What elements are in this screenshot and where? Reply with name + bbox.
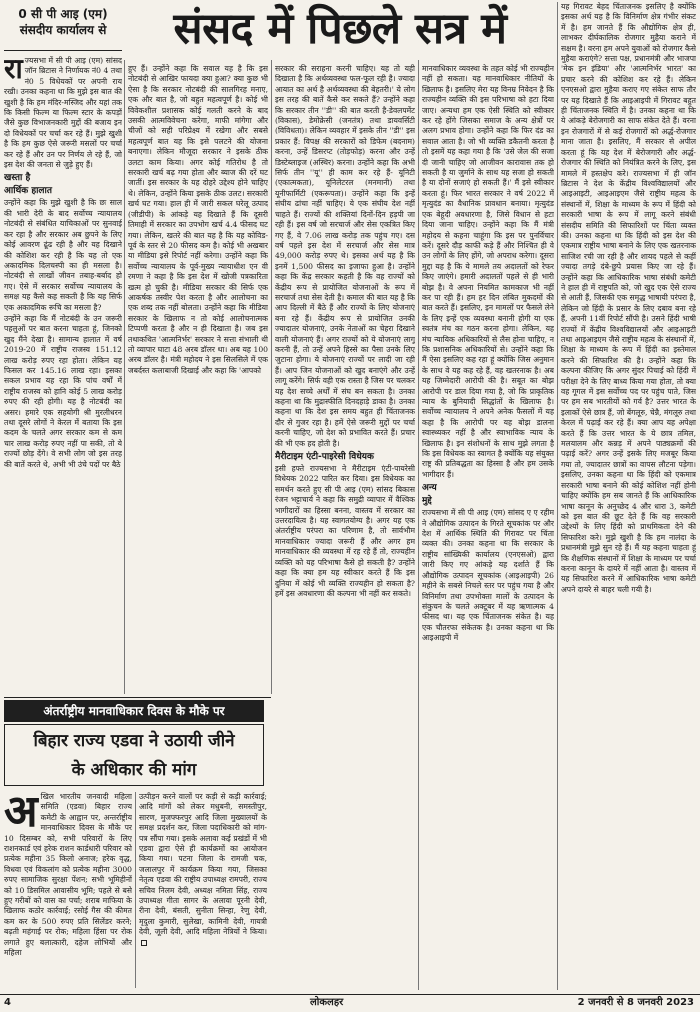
article-column-1	[4, 56, 122, 696]
column-divider	[271, 60, 272, 694]
divider	[4, 697, 271, 698]
page-number: 4	[4, 997, 11, 1008]
section-label-line2: संसदीय कार्यालय से	[19, 23, 107, 37]
article-column-3	[275, 64, 415, 984]
publication-name: लोकलहर	[310, 997, 344, 1008]
footer-rule	[0, 994, 700, 995]
page-footer	[0, 996, 700, 1012]
paragraph: सरकार की सराहना करनी चाहिए। यह तो यही दिखाता है कि अर्थव्यवस्था फल-फूल रही है। ज्यादा आयात का अर्थ है अर्थव्यवस्था की बेहतरी।' ये लोग इस तरह की बातें कैसे कर सकते हैं? उन्होंने कहा कि सरकार तीन ''डी'' की बात करती है-डेवलपमेंट (विकास), डेमोक्रेसी (जनतंत्र) तथा डायवर्सिटी (विविधता)। लेकिन व्यवहार में इसके तीन ''डी'' इस प्रकार हैं: विपक्ष की सरकारों को डिफेम (बदनाम) करना, उन्हें डिसरप्ट (तोड़फोड़) करना और उन्हें डिस्टेब्लाइज (अस्थिर) करना। उन्होंने कहा कि अभी सिर्फ तीन ''यू'' ही काम कर रहे हैं- यूनिटी (एकात्मकता), यूनिलेटरल (मनमानी) तथा यूनीफार्मिटी (एकरूपता)। उन्होंने कहा कि इन्हें संघीय ढांचा नहीं चाहिए। ये एक संघीय देश नहीं चाहते हैं। राज्यों की शक्तियां दिनों-दिन हड़पी जा रही हैं। इस वर्ष जो सरचार्ज और सेस एकत्रित किए गए हैं, वे 7.06 लाख करोड़ तक पहुंच गए। दस वर्ष पहले इस देश में सरचार्ज और सेस मात्र 49,000 करोड़ रुपए थे। इसका अर्थ यह है कि इनमें 1,500 फीसद का इजाफा हुआ है। उन्होंने कहा कि केंद्र सरकार कहती है कि वह राज्यों को केंद्रीय रूप से प्रायोजित योजनाओं के रूप में सरचार्ज तथा सेस देती है। कमाल की बात यह है कि आप दिल्ली में बैठे हैं और राज्यों के लिए योजनाएं बना रहे हैं। केंद्रीय रूप से प्रायोजित उनकी ज्यादातर योजनाएं, उनके नेताओं का चेहरा दिखाने वाली योजनाएं हैं। अगर राज्यों को ये योजनाएं लागू करनी हैं, तो उन्हें अपने हिस्से का पैसा उनके लिए जुटाना होगा। ये योजनाएं राज्यों पर लादी जा रही हैं। आप जिन योजनाओं को खुद बनाएंगे और उन्हें लागू करेंगे। सिर्फ वही एक रास्ता है जिस पर चलकर यह देश सच्चे अर्थों में संघ बन सकता है। उनका कहना था कि मुद्रास्फीति दिनदहाड़े डाका है। उनका कहना था कि देश इस समय बहुत ही चिंताजनक दौर से गुजर रहा है। हमें ऐसे जरूरी मुद्दों पर चर्चा करनी चाहिए, जो देश को प्रभावित करते हैं। प्रचार की भी एक हद होती है।	[275, 64, 415, 448]
subheading: आर्थिक हालात	[4, 186, 52, 197]
subheading: अन्य	[422, 483, 437, 494]
paragraph: उन्होंने कहा कि मैं नोटबंदी के उन जरूरी पहलुओं पर बात करना चाहता हूं, जिनको खुद मैंने देखा है। सामान्य हालात में वर्ष 2019-20 में राष्ट्रीय राजस्व 151.12 लाख करोड़ रुपए रहा होता। लेकिन यह फिसल कर 145.16 लाख रहा। इसका सकल प्रभाव यह रहा कि पांच वर्षों में राष्ट्रीय राजस्व को हानि कोई 5 लाख करोड़ रुपए की रही होगी। यह है नोटबंदी का असर। हमारे एक सहयोगी श्री मुरलीधरन तथा दूसरे लोगों ने केरल में बताया कि इस कदम के चलते अगर सरकार कम से कम चार लाख करोड़ रुपए नहीं पा सकी, तो ये राज्यों छोड़ देंगे। वे सभी लोग जो इस तरह की बातें करते थे, अभी भी उंचे पदों पर बैठे	[4, 313, 122, 469]
paragraph: खिल भारतीय जनवादी महिला समिति (एडवा) बिहार राज्य कमेटी के आह्वान पर, अन्तर्राष्ट्रीय मानवाधिकार दिवस के मौके पर 10 दिसम्बर को, सभी परिवारों के लिए राशनकार्ड एवं हरेक राशन कार्डधारी परिवार को प्रत्येक महीना 35 किलो अनाज; हरेक वृद्ध, विधवा एवं विकलांग को प्रत्येक महीना 3000 रुपए सामाजिक सुरक्षा पेंशन; सभी भूमिहीनों को 10 डिसमिल आवासीय भूमि; पहले से बसे हुए गरीबों को वास का पर्चा; शराब माफिया के खिलाफ कठोर कार्रवाई; रसोई गैस की कीमत कम कर के 500 रुपए प्रति सिलेंडर करने; बढ़ती महंगाई पर रोक; महिला हिंसा पर रोक लगाते हुए बलात्कारी, दहेज लोभियों और महिला	[4, 792, 132, 958]
paragraph: उत्पीड़न करने वालों पर कड़ी से कड़ी कार्रवाई; आदि मांगों को लेकर मधुबनी, समस्तीपुर, सारण, मुजफ्फरपुर आदि जिला मुख्यालयों के समक्ष प्रदर्शन कर, जिला पदाधिकारी को मांग-पत्र सौंपा गया। इसके अलावा कई प्रखंडों में भी एडवा द्वारा ऐसे ही कार्यक्रमों का आयोजन किया गया। पटना जिला के रामजी चक, जलालपुर में कार्यक्रम किया गया, जिसका नेतृत्व एडवा की राष्ट्रीय उपाध्यक्ष रामपरी, राज्य सचिव निलम देवी, अध्यक्ष नमिता सिंह, राज्य उपाध्यक्ष गीता सागर के अलावा पूरनी देवी, रीना देवी, बंसती, सुनीता सिन्हा, रेणु देवी, मृदुला कुमारी, सुलेखा, कामिनी देवी, गायत्री देवी, जूली देवी, आदि महिला नेत्रियों ने किया।	[139, 792, 267, 937]
article-column-2	[128, 64, 268, 696]
paragraph: हुए हैं। उन्होंने कहा कि सवाल यह है कि इस नोटबंदी से आखिर फायदा क्या हुआ? क्या कुछ भी ऐसा है कि सरकार नोटबंदी की सालगिरह मनाए, एक और बात है, जो बहुत महत्वपूर्ण है। कोई भी विवेकशील प्रशासक कोई गलती करने के बाद उसकी आत्मविवेचना करेगा, माफी मांगेगा और चीजों को सही परिप्रेक्ष्य में रखेगा और सबसे महत्वपूर्ण बात यह कि इसे पलटने की योजना बनाएगा। लेकिन मौजूदा सरकार ने इसके ठीक उलटा काम किया। अगर कोई गतिरोध है तो सरकारी खर्च बढ़ गया होता और ब्याज की दरें घट जातीं। इस सरकार के यह दोहरे उद्देश्य होने चाहिए थे। लेकिन, उन्होंने किया इसके ठीक उलट। सरकारी खर्च घट गया। हाल ही में जारी सकल घरेलू उत्पाद (जीडीपी) के आंकड़े यह दिखाते हैं कि दूसरी तिमाही में सरकार का उपभोग खर्च 4.4 फीसद घट गया। लेकिन, खतरे की बात यह है कि यह कोविड-पूर्व के स्तर से 20 फीसद कम है। कोई भी अखबार या मीडिया इसे रिपोर्ट नहीं करेगा। उन्होंने कहा कि सर्वोच्च न्यायालय के पूर्व-मुख्य न्यायाधीश एन वी रमणा ने कहा है कि इस देश में खोजी पत्रकारिता खत्म हो चुकी है। मीडिया सरकार की सिर्फ एक आकर्षक तस्वीर पेश करता है और आलोचना का एक शब्द तक नहीं बोलता। उन्होंने कहा कि मीडिया सरकार के खिलाफ न तो कोई आलोचनात्मक टिप्पणी करता है और न ही दिखाता है। जब इस तथाकथित 'आत्मनिर्भर' सरकार ने सत्ता संभाली थी तो व्यापार घाटा 48 अरब डॉलर था। अब यह 100 अरब डॉलर है। मंत्री महोदय ने इस सिलसिले में एक जबर्दस्त कलाबाजी दिखाई और कहा कि 'आपको	[128, 64, 268, 375]
end-mark-icon	[141, 940, 147, 946]
paragraph: राज्यसभा में सी पी आइ (एम) सांसद ए ए रहीम ने औद्योगिक उत्पादन के गिरते सूचकांक पर और देश में आर्थिक स्थिति की गिरावट पर चिंता व्यक्त की। उनका कहना था कि सरकार के राष्ट्रीय सांख्यिकी कार्यालय (एनएसओ) द्वारा जारी किए गए आंकड़े यह दर्शाते हैं कि औद्योगिक उत्पादन सूचकांक (आइआइपी) 26 महीने के सबसे निचले स्तर पर पहुंच गया है और विनिर्माण तथा उपभोक्ता मालों के उत्पादन के संकुचन के चलते अक्टूबर में यह ऋणात्मक 4 फीसद था। यह एक चिंताजनक संकेत है। यह एक चौतरफा संकेतक है। उनका कहना था कि आइआइपी में	[422, 508, 554, 643]
box-headline-line2: के अधिकार की मांग	[71, 760, 197, 780]
column-divider	[124, 60, 125, 694]
subheading: खस्ता है	[4, 173, 31, 184]
column-divider	[557, 2, 558, 990]
box-headline	[4, 724, 264, 786]
paragraph: यह गिरावट बेहद चिंताजनक इसलिए है क्योंकि इसका अर्थ यह है कि विनिर्माण क्षेत्र गंभीर संकट में है। हम जानते हैं कि औद्योगिक क्षेत्र ही, लाभकर दीर्घकालिक रोजगार मुहैया कराने में सक्षम है। वरना हम अपने युवाओं को रोजगार कैसे मुहैया कराएंगे? सत्ता पक्ष, प्रधानमंत्री और भाजपा 'मेक इन इंडिया' और 'आत्मनिर्भर भारत' का प्रचार करने की कोशिश कर रहे हैं। लेकिन एनएसओ द्वारा मुहैया कराए गए संकेत साफ तौर पर यह दिखाते हैं कि आइआइपी में गिरावट बहुत ही चिंताजनक स्थिति में है। उनका कहना था कि ये आंकड़े बेरोजगारी का साफ संकेत देते हैं। वरना इन रोजगारों में से कई रोजगारों को अर्द्ध-रोजगार माना जाता है। इसलिए, मैं सरकार से अपील करता हूं कि यह देश में बेरोजगारी और अर्द्ध-रोजगार की स्थिति को नियंत्रित करने के लिए, इस मामले में हस्तक्षेप करे। राज्यसभा में ही जॉन ब्रिटास ने देश के केंद्रीय विश्वविद्यालयों और आइआइटी, आइआइएम जैसे राष्ट्रीय महत्व के संस्थानों में, शिक्षा के माध्यम के रूप में हिंदी को सरकारी भाषा के रूप में लागू करने संबंधी संसदीय समिति की सिफारिशों पर चिंता व्यक्त की। उनका कहना था कि हिंदी को इस देश की एकमात्र राष्ट्रीय भाषा बनाने के लिए एक खतरनाक साजिश रची जा रही है और शायद पहले से कहीं ज्यादा तगड़े दंबे-छुपे प्रयास किए जा रहे हैं। उन्होंने कहा कि आधिकारिक भाषा संबंधी कमेटी ने हाल ही में राष्ट्रपति को, जो खुद एक ऐसे राज्य से आती हैं, जिसकी एक समृद्ध भाषायी परंपरा है, लेकिन जो हिंदी के प्रसार के लिए दबाव बना रहे हैं, अपनी 11वीं रिपोर्ट सौंपी है। उसने हिंदी भाषी राज्यों में केंद्रीय विश्वविद्यालयों और आइआइटी तथा आइआइएम जैसे राष्ट्रीय महत्व के संस्थानों में, शिक्षा के माध्यम के रूप में हिंदी का इस्तेमाल करने की सिफारिश की है। उन्होंने कहा कि कल्पना कीजिए कि अगर सुंदर पिचाई को हिंदी में परीक्षा देने के लिए बाध्य किया गया होता, तो क्या वह गूगल में इस सर्वोच्च पद पर पहुंच पाते, जिस पर हम सब भारतीयों को गर्व है? उत्तर भारत के इलाकों ऐसे छात्र हैं, जो बेंगलूरु, चेन्नै, मंगलूरु तथा केरल में पढ़ाई कर रहे हैं। क्या आप यह अपेक्षा करते हैं कि उत्तर भारत के ये छात्र तमिल, मलयालम और कन्नड़ में अपने पाठ्यक्रमों की पढ़ाई करें? अगर उन्हें इसके लिए मजबूर किया गया तो, ज्यादातर छात्रों का वापस लौटना पड़ेगा। इसलिए, उनका कहना था कि हिंदी को एकमात्र सरकारी भाषा बनाने की कोई कोशिश नहीं होनी चाहिए क्योंकि हम सब जानते हैं कि आधिकारिक भाषा कानून के अनुच्छेद 4 और धारा 3, कमेटी को इस बात की छूट देते हैं कि वह सरकारी उद्देश्यों के लिए हिंदी को प्राथमिकता देने की सिफारिश करे। मुझे खुशी है कि हम नालंदा के प्रधानमंत्री मुझे सुन रहे हैं। मैं यह कहना चाहता हूं कि शैक्षणिक संस्थानों में शिक्षा के माध्यम पर चर्चा करना कानून के दायरे में नहीं आता है। वास्तव में यह सिफारिश करने में आधिकारिक भाषा कमेटी अपने दायरे से बाहर चली गयी है।	[561, 2, 696, 594]
section-label-line1: 0 सी पी आइ (एम)	[18, 7, 108, 21]
section-label	[4, 2, 122, 48]
paragraph: ज्यसभा में सी पी आइ (एम) सांसद जॉन ब्रिटास ने निर्णायक नं0 4 तथा नं0 5 विधेयकों पर अपनी राय रखी। उनका कहना था कि मुझे इस बात की खुशी है कि हम मंदिर-मस्जिद और यहां तक कि किसी फिल्म या फिल्म स्टार के कपड़ों जैसे कुछ विभाजनकारी मुद्दों की बजाय इन दो विधेयकों पर चर्चा कर रहे हैं। मुझे खुशी है कि हम कुछ ऐसे जरूरी मसलों पर चर्चा कर रहे हैं और उन पर निर्णय ले रहे हैं, जो इस देश की जनता से जुड़े हुए हैं।	[4, 56, 122, 170]
box-column-a	[4, 792, 132, 990]
box-column-b	[139, 792, 267, 990]
divider	[4, 50, 122, 51]
subheading: मैरीटाइम एंटी-पाइरेसी विधेयक	[275, 452, 374, 463]
column-divider	[418, 60, 419, 990]
article-column-5	[561, 2, 696, 992]
column-divider	[135, 792, 136, 988]
subheading: मुद्दे	[422, 496, 432, 507]
dropcap: रा	[4, 56, 23, 85]
article-column-4	[422, 64, 554, 984]
paragraph: मानवाधिकार व्यवस्था के तहत कोई भी राज्यहीन नहीं हो सकता। यह मानवाधिकार नीतियों के खिलाफ है। इसलिए मेरा यह विनम्र निवेदन है कि राज्यहीन व्यक्ति की इस परिभाषा को हटा दिया जाए। अन्यथा हम एक ऐसी स्थिति को स्वीकार कर रहे होंगे जिसका समाज के अन्य क्षेत्रों पर अलग प्रभाव होगा। उन्होंने कहा कि फिर दंड का सवाल आता है। जो भी व्यक्ति डकैतनी करता है तो इसमें यह कहा गया है कि 'उसे जेल की सजा दी जानी चाहिए जो आजीवन कारावास तक हो सकती है या जुर्माने के साथ यह सजा हो सकती है या दोनों सजाएं हो सकती हैं।' मैं इसे स्वीकार करता हूं। फिर भारत सरकार ने वर्ष 2022 में मृत्युदंड का वैधानिक प्रावधान बनाया। मृत्युदंड एक बेहूदी अवधारणा है, जिसे विधान से हटा दिया जाना चाहिए। उन्होंने कहा कि मैं मंत्री महोदय से कहना चाहूंगा कि इस पर पुनर्विचार करें। दूसरे दौड़ काफी कड़े हैं और निश्चित ही वे उन लोगों के लिए होंगे, जो अपराध करेगा। दूसरा मुद्दा यह है कि ये मामले तय अदालतों को रेफर किए जाएंगे। हमारी अदालतों पहले से ही भारी बोझ है। वे अपना नियमित कामकाज भी नहीं कर पा रही हैं। हम हर दिन लंबित मुकदमों की बात करते हैं। इसलिए, इन मामलों पर फैसले लेने के लिए इन्हें एक व्यवस्था बनानी होगी या एक स्वतंत्र मंच का गठन करना होगा। लेकिन, यह मंच न्यायिक अधिकारियों से लैस होना चाहिए, न कि प्रशासनिक अधिकारियों से। उन्होंने कहा कि मैं ऐसा इसलिए कह रहा हूं क्योंकि जिस अनुमान के साथ वे यह कह रहे हैं, वह खतरनाक है। अब यह जिम्मेदारी आरोपी की है। सबूत का बोझ आरोपी पर डाल दिया गया है, जो कि प्राकृतिक न्याय के बुनियादी सिद्धांतों के खिलाफ है। सर्वोच्च न्यायालय ने अपने अनेक फैसलों में यह कहा है कि आरोपी पर यह बोझ डालना स्वास्थ्यकर नहीं है और स्वाभाविक न्याय के खिलाफ है। इन संशोधनों के साथ मुझे लगता है कि इस विधेयक का स्वागत है क्योंकि यह संयुक्त राष्ट्र की प्रतिबद्धता का हिस्सा है और हम उसके भागीदार हैं।	[422, 64, 554, 479]
paragraph: इसी हफ्ते राज्यसभा ने मैरीटाइम एंटी-पायरेसी विधेयक 2022 पारित कर दिया। इस विधेयक का समर्थन करते हुए सी पी आइ (एम) सांसद बिकास रंजन भट्टाचार्य ने कहा कि समुद्री व्यापार में वैश्विक भागीदारों का हिस्सा बनना, वास्तव में सरकार का उत्तरदायित्व है। यह स्वागतयोग्य है। अगर यह एक अंतर्राष्ट्रीय परंपरा का परिणाम है, तो सार्वभौम मानवाधिकार ज्यादा जरूरी हैं और अगर हम मानवाधिकार की व्यवस्था में रह रहे हैं तो, राज्यहीन व्यक्ति को यह परिभाषा कैसे हो सकती है? उन्होंने कहा कि क्या हम यह स्वीकार करते हैं कि इस दुनिया में कोई भी व्यक्ति राज्यहीन हो सकता है? हमें इस अवधारणा की कल्पना भी नहीं कर सकते।	[275, 464, 415, 598]
box-banner: अंतर्राष्ट्रीय मानवाधिकार दिवस के मौके पर	[4, 700, 264, 722]
box-headline-line1: बिहार राज्य एडवा ने उठायी जीने	[33, 731, 235, 751]
dropcap: अ	[4, 792, 38, 837]
page-headline: संसद में पिछले सत्र में	[173, 4, 507, 54]
paragraph: उन्होंने कहा कि मुझे खुशी है कि छः साल की भारी देरी के बाद सर्वोच्च न्यायालय नोटबंदी से संबंधित याचिकाओं पर सुनवाई कर रहा है और सरकार अब छुपने के लिए कोई आवरण ढूंढ रही है और यह दिखाने की कोशिश कर रही है कि यह तो एक अकादमिक दिलचस्पी का ही मसला है। नोटबंदी से लाखों जीवन तबाह-बर्बाद हो गए। ऐसे में सरकार सर्वोच्च न्यायालय के समक्ष यह कैसे कह सकती है कि यह सिर्फ एक अकादमिक रूचि का मसला है?	[4, 198, 122, 312]
issue-date: 2 जनवरी से 8 जनवरी 2023	[577, 997, 694, 1008]
